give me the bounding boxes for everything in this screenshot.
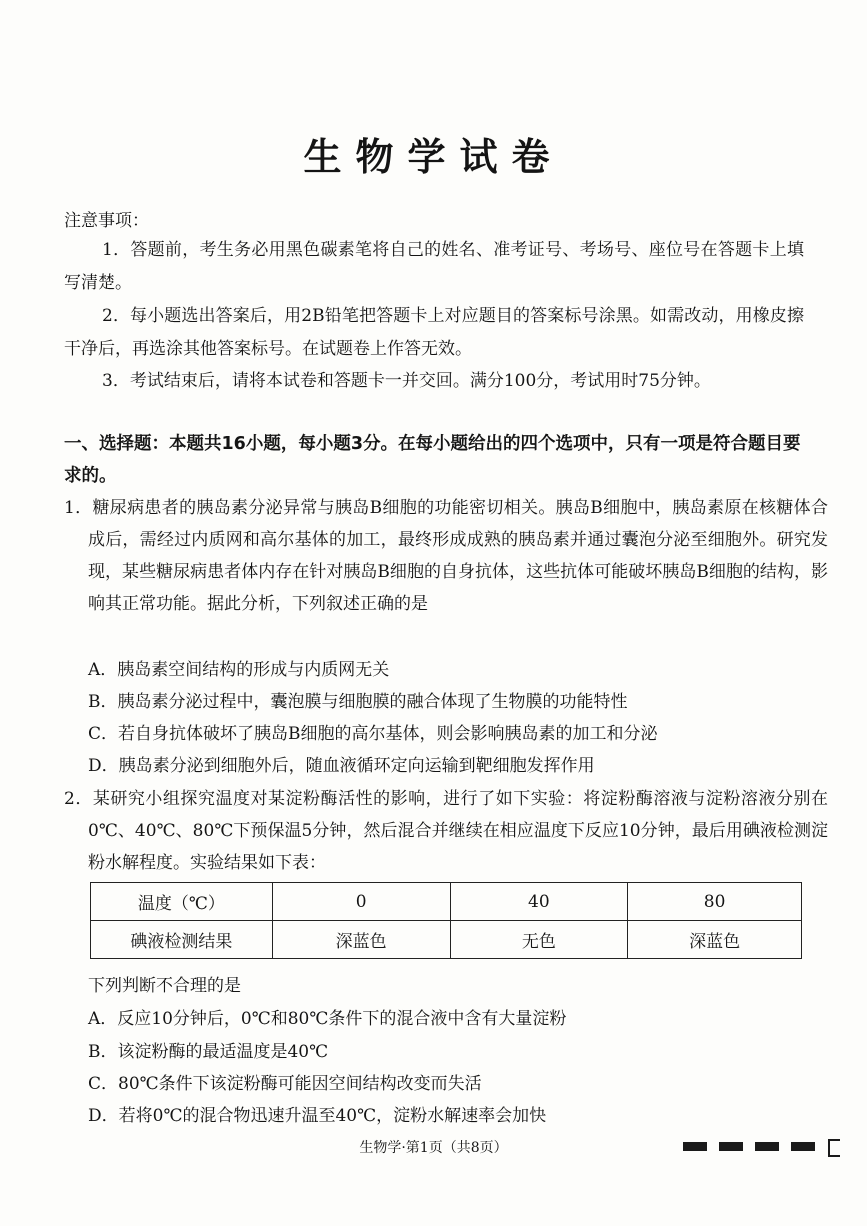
notice-item-2: 2．每小题选出答案后，用2B铅笔把答题卡上对应题目的答案标号涂黑。如需改动，用橡皮擦干净后，再选涂其他答案标号。在试题卷上作答无效。	[64, 306, 804, 359]
table-cell: 0	[272, 883, 450, 921]
question-2-option-c: C．80℃条件下该淀粉酶可能因空间结构改变而失活	[88, 1074, 482, 1094]
question-2-stem: 2．某研究小组探究温度对某淀粉酶活性的影响，进行了如下实验：将淀粉酶溶液与淀粉溶液分别在0℃、40℃、80℃下预保温5分钟，然后混合并继续在相应温度下反应10分钟，最后用碘液检测淀粉水解程度。实验结果如下表：	[64, 789, 828, 873]
table-cell: 深蓝色	[628, 921, 802, 959]
table-cell: 80	[628, 883, 802, 921]
question-1-option-d: D．胰岛素分泌到细胞外后，随血液循环定向运输到靶细胞发挥作用	[88, 756, 595, 776]
table-cell: 无色	[450, 921, 628, 959]
question-2-prompt: 下列判断不合理的是	[88, 976, 241, 996]
table-cell: 温度（℃）	[91, 883, 273, 921]
registration-mark-icon	[683, 1142, 707, 1151]
question-2-option-d: D．若将0℃的混合物迅速升温至40℃，淀粉水解速率会加快	[88, 1106, 547, 1126]
question-1-stem: 1．糖尿病患者的胰岛素分泌异常与胰岛B细胞的功能密切相关。胰岛B细胞中，胰岛素原在核糖体合成后，需经过内质网和高尔基体的加工，最终形成成熟的胰岛素并通过囊泡分泌至细胞外。研究发现，某些糖尿病患者体内存在针对胰岛B细胞的自身抗体，这些抗体可能破坏胰岛B细胞的结构，影响其正常功能。据此分析，下列叙述正确的是	[64, 498, 828, 614]
notice-heading: 注意事项：	[64, 211, 149, 231]
table-cell: 40	[450, 883, 628, 921]
table-row	[91, 883, 802, 921]
question-1-option-c: C．若自身抗体破坏了胰岛B细胞的高尔基体，则会影响胰岛素的加工和分泌	[88, 724, 658, 744]
notice-item-1: 1．答题前，考生务必用黑色碳素笔将自己的姓名、准考证号、考场号、座位号在答题卡上填写清楚。	[64, 240, 804, 293]
page-footer: 生物学·第1页（共8页）	[359, 1140, 508, 1156]
question-2-option-b: B．该淀粉酶的最适温度是40℃	[88, 1042, 329, 1062]
exam-title: 生物学试卷	[303, 134, 564, 179]
table-cell: 深蓝色	[272, 921, 450, 959]
question-1-option-b: B．胰岛素分泌过程中，囊泡膜与细胞膜的融合体现了生物膜的功能特性	[88, 692, 628, 712]
registration-mark-icon	[755, 1142, 779, 1151]
registration-mark-icon	[791, 1142, 815, 1151]
table-row	[91, 921, 802, 959]
table-cell: 碘液检测结果	[91, 921, 273, 959]
results-table	[90, 882, 802, 959]
question-2-option-a: A．反应10分钟后，0℃和80℃条件下的混合液中含有大量淀粉	[88, 1009, 567, 1029]
notice-item-3: 3．考试结束后，请将本试卷和答题卡一并交回。满分100分，考试用时75分钟。	[102, 371, 711, 391]
section-heading: 一、选择题：本题共16小题，每小题3分。在每小题给出的四个选项中，只有一项是符合题目要求的。	[64, 434, 801, 486]
registration-mark-icon	[719, 1142, 743, 1151]
corner-bracket-icon	[828, 1139, 840, 1157]
question-1-option-a: A．胰岛素空间结构的形成与内质网无关	[88, 660, 390, 680]
